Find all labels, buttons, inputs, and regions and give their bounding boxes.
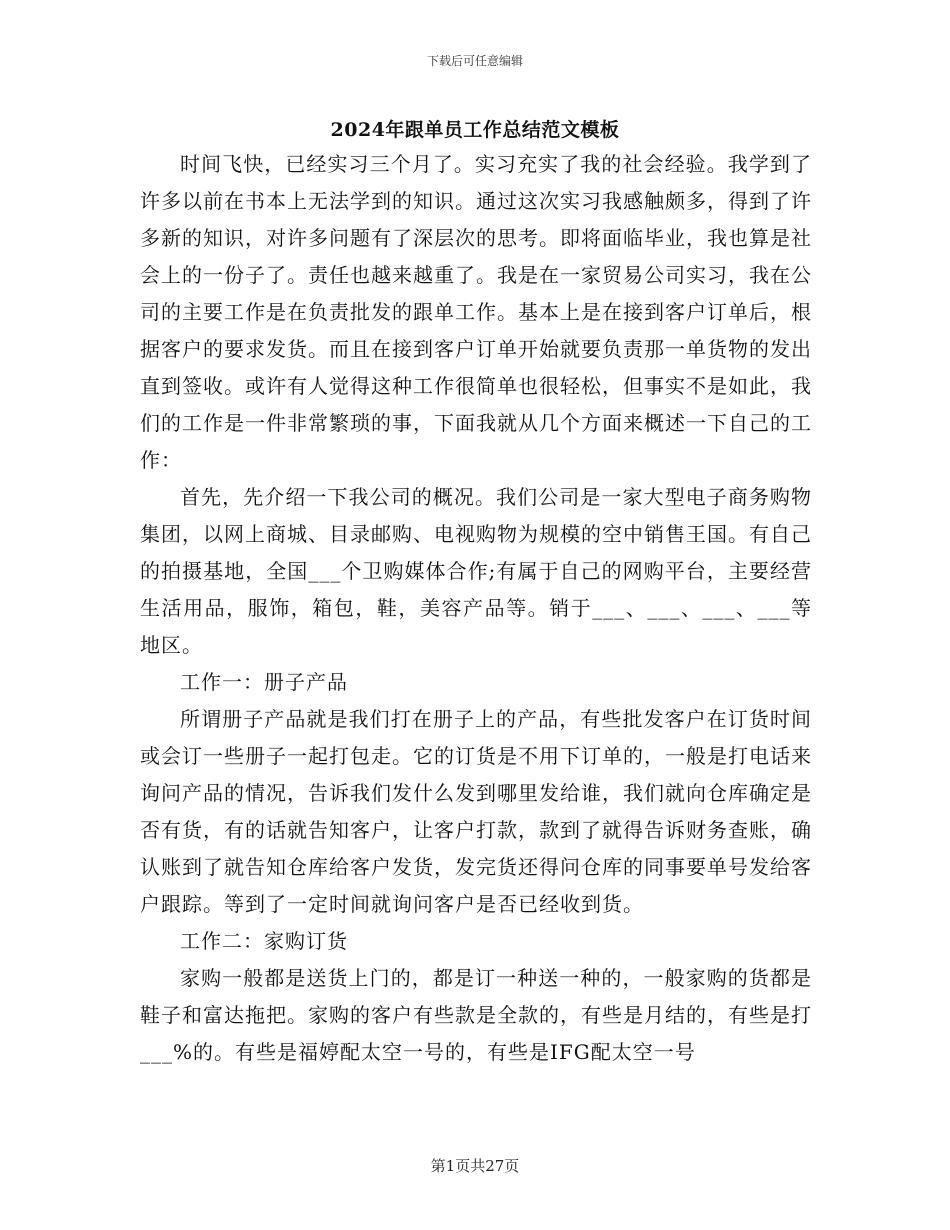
header-note: 下载后可任意编辑 bbox=[426, 54, 523, 68]
section-heading-work-one: 工作一：册子产品 bbox=[180, 670, 348, 694]
paragraph-intro: 时间飞快，已经实习三个月了。实习充实了我的社会经验。我学到了许多以前在书本上无法学到的知识。通过这次实习我感触颇多，得到了许多新的知识，对许多问题有了深层次的思考。即将面临毕业，我也算是社会上的一份子了。责任也越来越重了。我是在一家贸易公司实习，我在公司的主要工作是在负责批发的跟单工作。基本上是在接到客户订单后，根据客户的要求发货。而且在接到客户订单开始就要负责那一单货物的发出直到签收。或许有人觉得这种工作很简单也很轻松，但事实不是如此，我们的工作是一件非常繁琐的事，下面我就从几个方面来概述一下自己的工作： bbox=[140, 152, 812, 472]
paragraph-booklet-products: 所谓册子产品就是我们打在册子上的产品，有些批发客户在订货时间或会订一些册子一起打包走。它的订货是不用下订单的，一般是打电话来询问产品的情况，告诉我们发什么发到哪里发给谁，我们就向仓库确定是否有货，有的话就告知客户，让客户打款，款到了就得告诉财务查账，确认账到了就告知仓库给客户发货，发完货还得问仓库的同事要单号发给客户跟踪。等到了一定时间就询问客户是否已经收到货。 bbox=[140, 707, 812, 916]
page-number-footer: 第1页共27页 bbox=[430, 1157, 520, 1175]
document-body bbox=[140, 146, 812, 1071]
document-title: 2024年跟单员工作总结范文模板 bbox=[330, 119, 620, 141]
section-heading-work-two: 工作二：家购订货 bbox=[180, 929, 348, 953]
paragraph-company-overview: 首先，先介绍一下我公司的概况。我们公司是一家大型电子商务购物集团，以网上商城、目录邮购、电视购物为规模的空中销售王国。有自己的拍摄基地，全国___个卫购媒体合作;有属于自己的网购平台，主要经营生活用品，服饰，箱包，鞋，美容产品等。销于___、___、___、___等地区。 bbox=[140, 485, 812, 657]
paragraph-home-purchase: 家购一般都是送货上门的，都是订一种送一种的，一般家购的货都是鞋子和富达拖把。家购的客户有些款是全款的，有些是月结的，有些是打___%的。有些是福婷配太空一号的，有些是IFG配太空一号 bbox=[140, 966, 812, 1064]
